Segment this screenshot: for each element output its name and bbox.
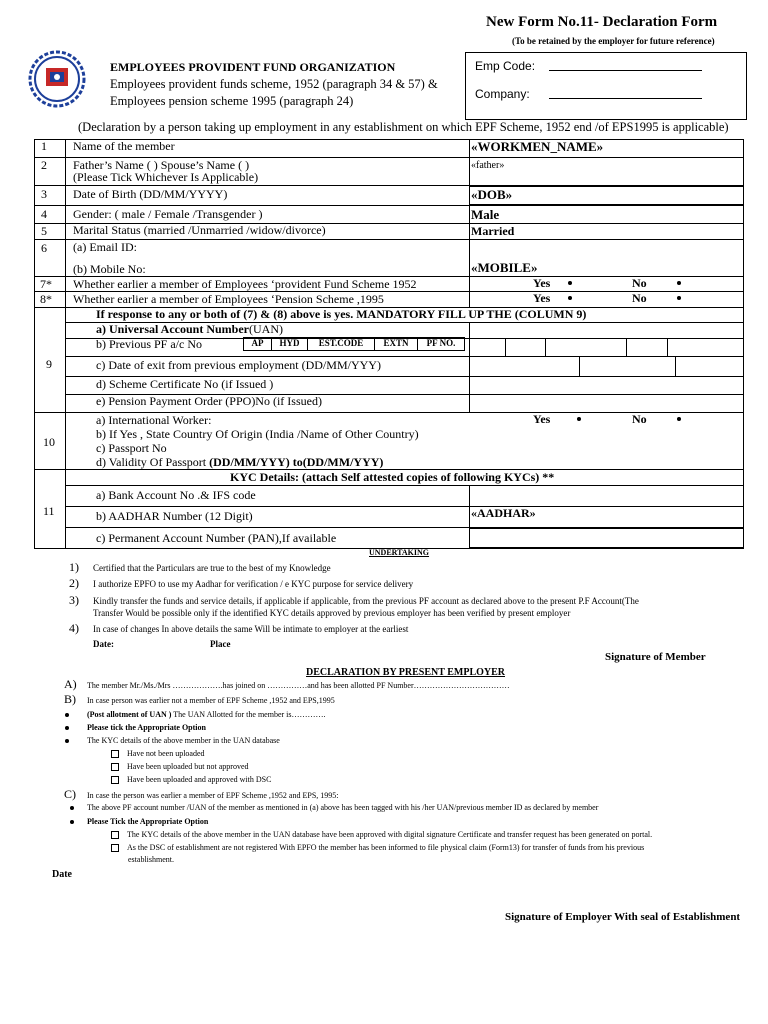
kyc-option-not-approved[interactable]: Have been uploaded but not approved (111, 762, 249, 771)
row-number: 4 (41, 207, 47, 221)
eps-member-label: Whether earlier a member of Employees ‘Pension Scheme ,1995 (73, 292, 384, 306)
checkbox-icon[interactable] (111, 844, 119, 852)
mobile-value[interactable]: «MOBILE» (471, 260, 538, 275)
no-label: No (632, 412, 647, 426)
uan-allotted-statement: (Post allotment of UAN ) The UAN Allotted for the member is…………. (87, 710, 326, 719)
ppo-label: e) Pension Payment Order (PPO)No (if Issued) (96, 394, 322, 408)
epf-member-label: Whether earlier a member of Employees ‘provident Fund Scheme 1952 (73, 277, 417, 291)
row-number: 9 (46, 357, 52, 371)
yes-option[interactable] (533, 413, 581, 426)
no-option[interactable] (632, 292, 681, 305)
marital-label: Marital Status (married /Unmarried /widow/divorce) (73, 223, 326, 237)
joining-statement: The member Mr./Ms./Mrs ……………….has joined on ……………and has been allotted PF Number……………………………… (87, 681, 510, 690)
checkbox-icon[interactable] (111, 776, 119, 784)
section-label: A) (64, 677, 77, 691)
declaration-note: (Declaration by a person taking up employment in any establishment on which EPF Scheme, 1952 end /of EPS1995 is applicable) (78, 120, 729, 134)
dob-value[interactable]: «DOB» (471, 187, 513, 202)
aadhar-value[interactable]: «AADHAR» (471, 506, 536, 520)
checkbox-icon[interactable] (111, 831, 119, 839)
gender-value[interactable]: Male (471, 207, 500, 222)
bullet-icon (677, 281, 681, 285)
company-label: Company: (475, 87, 530, 101)
pf-box-est-code: EST.CODE (307, 337, 375, 351)
kyc-option-approved-dsc[interactable]: Have been uploaded and approved with DSC (111, 775, 271, 784)
bullet-icon (577, 417, 581, 421)
uan-label: a) Universal Account Number(UAN) (96, 322, 283, 336)
scheme-cert-label: d) Scheme Certificate No (if Issued ) (96, 377, 274, 391)
transfer-option-physical[interactable]: As the DSC of establishment are not registered With EPFO the member has been informed to file physical claim (Form13) for transfer of funds from his previous (111, 843, 644, 852)
bullet-icon (65, 726, 69, 730)
undertaking-item-1: Certified that the Particulars are true to the best of my Knowledge (93, 563, 331, 573)
kyc-option-not-uploaded[interactable]: Have not been uploaded (111, 749, 205, 758)
row-number: 5 (41, 224, 47, 238)
kyc-header: KYC Details: (attach Self attested copies of following KYCs) ** (230, 470, 555, 484)
earlier-member-statement: In case the person was earlier a member of EPF Scheme ,1952 and EPS, 1995: (87, 791, 339, 800)
yes-label: Yes (533, 276, 551, 290)
org-line-2: Employees pension scheme 1995 (paragraph 24) (110, 94, 354, 108)
section-label: B) (64, 692, 76, 706)
bullet-icon (568, 281, 572, 285)
pf-box-extn: EXTN (374, 337, 418, 351)
row-number: 2 (41, 158, 47, 172)
org-name: EMPLOYEES PROVIDENT FUND ORGANIZATION (110, 60, 396, 74)
bullet-icon (677, 417, 681, 421)
column9-header: If response to any or both of (7) & (8) above is yes. MANDATORY FILL UP THE (COLUMN 9) (96, 307, 587, 321)
undertaking-title: UNDERTAKING (369, 548, 430, 557)
father-name-value[interactable]: «father» (471, 160, 505, 171)
pf-tagged-statement: The above PF account number /UAN of the member as mentioned in (a) above has been tagged with his /her UAN/previous member ID as declared by member (87, 803, 599, 812)
item-number: 3) (69, 593, 79, 607)
undertaking-item-3a: Kindly transfer the funds and service details, if applicable if applicable, from the previous PF account as declared above to the present P.F Account(The (93, 596, 639, 606)
item-number: 4) (69, 621, 79, 635)
row-number: 7* (40, 277, 52, 291)
employer-date-label: Date (52, 869, 72, 880)
emp-code-label: Emp Code: (475, 59, 536, 73)
member-signature-label: Signature of Member (605, 651, 706, 663)
place-label: Place (210, 639, 231, 649)
intl-worker-label: a) International Worker: (96, 413, 212, 427)
undertaking-item-4: In case of changes In above details the same Will be intimate to employer at the earliest (93, 624, 409, 634)
checkbox-icon[interactable] (111, 750, 119, 758)
passport-validity-label: d) Validity Of Passport (DD/MM/YYY) to(DD/MM/YYY) (96, 455, 384, 469)
not-member-statement: In case person was earlier not a member of EPF Scheme ,1952 and EPS,1995 (87, 696, 335, 705)
pf-box-hyd: HYD (271, 337, 308, 351)
row-number: 8* (40, 292, 52, 306)
employer-declaration-title: DECLARATION BY PRESENT EMPLOYER (306, 667, 506, 678)
no-option[interactable] (632, 413, 681, 426)
bullet-icon (70, 806, 74, 810)
item-number: 2) (69, 576, 79, 590)
bullet-icon (568, 296, 572, 300)
transfer-option-physical-cont: establishment. (128, 855, 174, 864)
aadhar-label: b) AADHAR Number (12 Digit) (96, 509, 253, 523)
yes-option[interactable] (533, 277, 572, 290)
bullet-icon (65, 739, 69, 743)
country-origin-label: b) If Yes , State Country Of Origin (India /Name of Other Country) (96, 427, 419, 441)
form-title: New Form No.11- Declaration Form (486, 14, 718, 30)
row-number: 1 (41, 139, 47, 153)
no-label: No (632, 276, 647, 290)
row-number: 6 (41, 241, 47, 255)
pf-box-ap: AP (243, 337, 272, 351)
employer-signature-label: Signature of Employer With seal of Establishment (505, 911, 741, 923)
passport-label: c) Passport No (96, 441, 167, 455)
exit-date-label: c) Date of exit from previous employment (DD/MM/YYY) (96, 358, 381, 372)
row-number: 3 (41, 187, 47, 201)
checkbox-icon[interactable] (111, 763, 119, 771)
transfer-option-dsc[interactable]: The KYC details of the above member in the UAN database have been approved with digital signature Certificate and transfer request has been generated on portal. (111, 830, 652, 839)
undertaking-item-2: I authorize EPFO to use my Aadhar for verification / e KYC purpose for service delivery (93, 579, 414, 589)
bullet-icon (70, 820, 74, 824)
org-line-1: Employees provident funds scheme, 1952 (paragraph 34 & 57) & (110, 77, 438, 91)
no-option[interactable] (632, 277, 681, 290)
form-subnote: (To be retained by the employer for future reference) (512, 36, 715, 46)
member-name-label: Name of the member (73, 139, 175, 153)
undertaking-item-3b: Transfer Would be possible only if the identified KYC details approved by previous employer has been verified by present employer (93, 608, 571, 618)
marital-value[interactable]: Married (471, 224, 515, 238)
mobile-label: (b) Mobile No: (73, 262, 146, 276)
section-label: C) (64, 787, 76, 801)
yes-option[interactable] (533, 292, 572, 305)
bank-account-label: a) Bank Account No .& IFS code (96, 488, 256, 502)
member-name-value[interactable]: «WORKMEN_NAME» (471, 139, 604, 154)
father-spouse-hint: (Please Tick Whichever Is Applicable) (73, 170, 259, 184)
yes-label: Yes (533, 412, 551, 426)
tick-option-label: Please Tick the Appropriate Option (87, 817, 209, 826)
row-number: 11 (43, 504, 55, 518)
item-number: 1) (69, 560, 79, 574)
no-label: No (632, 291, 647, 305)
row-number: 10 (43, 435, 55, 449)
previous-pf-label: b) Previous PF a/c No (96, 337, 202, 351)
pf-box-pf-no: PF NO. (417, 337, 465, 351)
tick-option-label: Please tick the Appropriate Option (87, 723, 206, 732)
yes-label: Yes (533, 291, 551, 305)
kyc-database-statement: The KYC details of the above member in the UAN database (87, 736, 280, 745)
pan-label: c) Permanent Account Number (PAN),If available (96, 531, 337, 545)
dob-label: Date of Birth (DD/MM/YYYY) (73, 187, 228, 201)
email-label: (a) Email ID: (73, 240, 137, 254)
father-spouse-label: Father’s Name ( ) Spouse’s Name ( ) (73, 158, 250, 172)
bullet-icon (677, 296, 681, 300)
date-label: Date: (93, 639, 114, 649)
gender-label: Gender: ( male / Female /Transgender ) (73, 207, 263, 221)
bullet-icon (65, 713, 69, 717)
